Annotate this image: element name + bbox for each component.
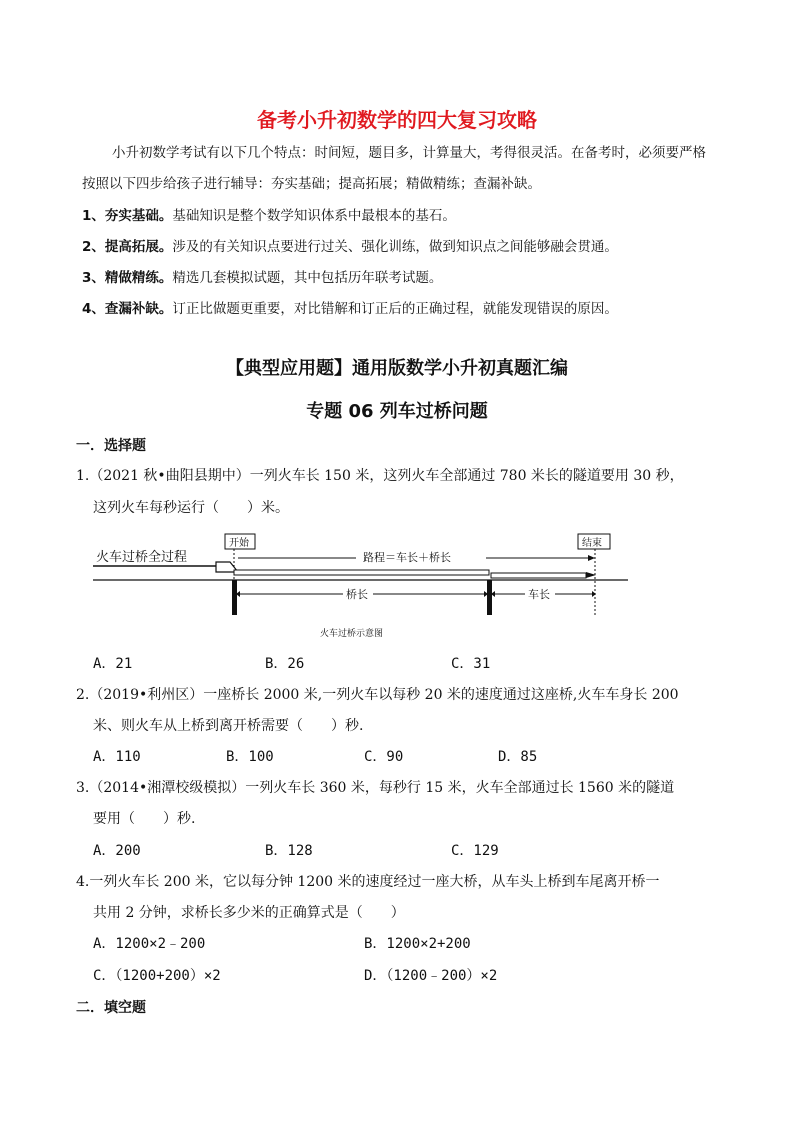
question-1-line-1: 1.（2021 秋•曲阳县期中）一列火车长 150 米，这列火车全部通过 780 米长的隧道要用 30 秒， [76,468,684,484]
tip-4-text: 订正比做题更重要，对比错解和订正后的正确过程，就能发现错误的原因。 [172,301,618,317]
end-label: 结束 [582,538,602,549]
train-body-right [491,573,586,578]
section-fill-blank: 二．填空题 [76,1000,146,1016]
question-2-line-2: 米、则火车从上桥到离开桥需要（ ）秒. [93,718,364,734]
tip-4 [82,299,618,319]
page-title: 备考小升初数学的四大复习攻略 [257,108,537,132]
diagram-caption: 火车过桥示意图 [320,629,384,639]
tip-3-text: 精选几套模拟试题，其中包括历年联考试题。 [172,270,443,286]
intro-line-2: 按照以下四步给孩子进行辅导：夯实基础；提高拓展；精做精练；查漏补缺。 [82,176,541,192]
intro-line-1: 小升初数学考试有以下几个特点：时间短，题目多，计算量大，考得很灵活。在备考时，必须要严格 [112,145,706,161]
bridge-pillar-right [487,580,492,615]
tip-3 [82,268,442,288]
question-4-line-1: 4.一列火车长 200 米，它以每分钟 1200 米的速度经过一座大桥，从车头上桥到车尾离开桥一 [76,874,660,890]
question-1-option-a: A．21 [93,656,133,672]
car-arrow-right [592,591,596,597]
question-2-option-b: B．100 [226,749,274,765]
question-4-option-a: A．1200×2﹣200 [93,936,206,952]
question-3-option-a: A．200 [93,843,141,859]
doc-subheading: 专题 06 列车过桥问题 [306,401,488,422]
doc-heading: 【典型应用题】通用版数学小升初真题汇编 [226,358,568,379]
tip-1 [82,206,456,226]
question-1-option-b: B．26 [265,656,305,672]
tip-1-label: 1、夯实基础。 [82,208,173,224]
train-bridge-diagram [88,530,633,642]
question-3-line-2: 要用（ ）秒. [93,811,196,827]
tip-2-text: 涉及的有关知识点要进行过关、强化训练，做到知识点之间能够融会贯通。 [172,239,618,255]
question-3-option-b: B．128 [265,843,313,859]
car-label: 车长 [528,588,550,601]
path-label: 路程＝车长＋桥长 [363,551,451,564]
question-3-option-c: C．129 [451,843,499,859]
section-choice: 一．选择题 [76,438,146,454]
diagram-left-label: 火车过桥全过程 [96,550,188,565]
question-4-option-d: D．（1200﹣200）×2 [364,968,498,984]
path-arrow-head [588,555,595,561]
tip-4-label: 4、查漏补缺。 [82,301,173,317]
question-4-option-c: C．（1200+200）×2 [93,968,221,984]
tip-3-label: 3、精做精练。 [82,270,173,286]
bridge-pillar-left [232,580,237,615]
question-2-option-d: D．85 [498,749,538,765]
question-3-line-1: 3.（2014•湘潭校级模拟）一列火车长 360 米，每秒行 15 米，火车全部通过长 1560 米的隧道 [76,780,675,796]
train-body-left [234,570,489,575]
question-4-line-2: 共用 2 分钟，求桥长多少米的正确算式是（ ） [93,905,405,921]
bridge-label: 桥长 [346,588,368,601]
question-4-option-b: B．1200×2+200 [364,936,471,952]
question-2-line-1: 2.（2019•利州区）一座桥长 2000 米,一列火车以每秒 20 米的速度通过这座桥,火车车身长 200 [76,687,679,703]
question-2-option-a: A．110 [93,749,141,765]
question-1-option-c: C．31 [451,656,491,672]
tip-1-text: 基础知识是整个数学知识体系中最根本的基石。 [172,208,456,224]
question-1-line-2: 这列火车每秒运行（ ）米。 [93,500,289,516]
question-2-option-c: C．90 [364,749,404,765]
tip-2 [82,237,618,257]
tip-2-label: 2、提高拓展。 [82,239,173,255]
start-label: 开始 [229,538,249,549]
